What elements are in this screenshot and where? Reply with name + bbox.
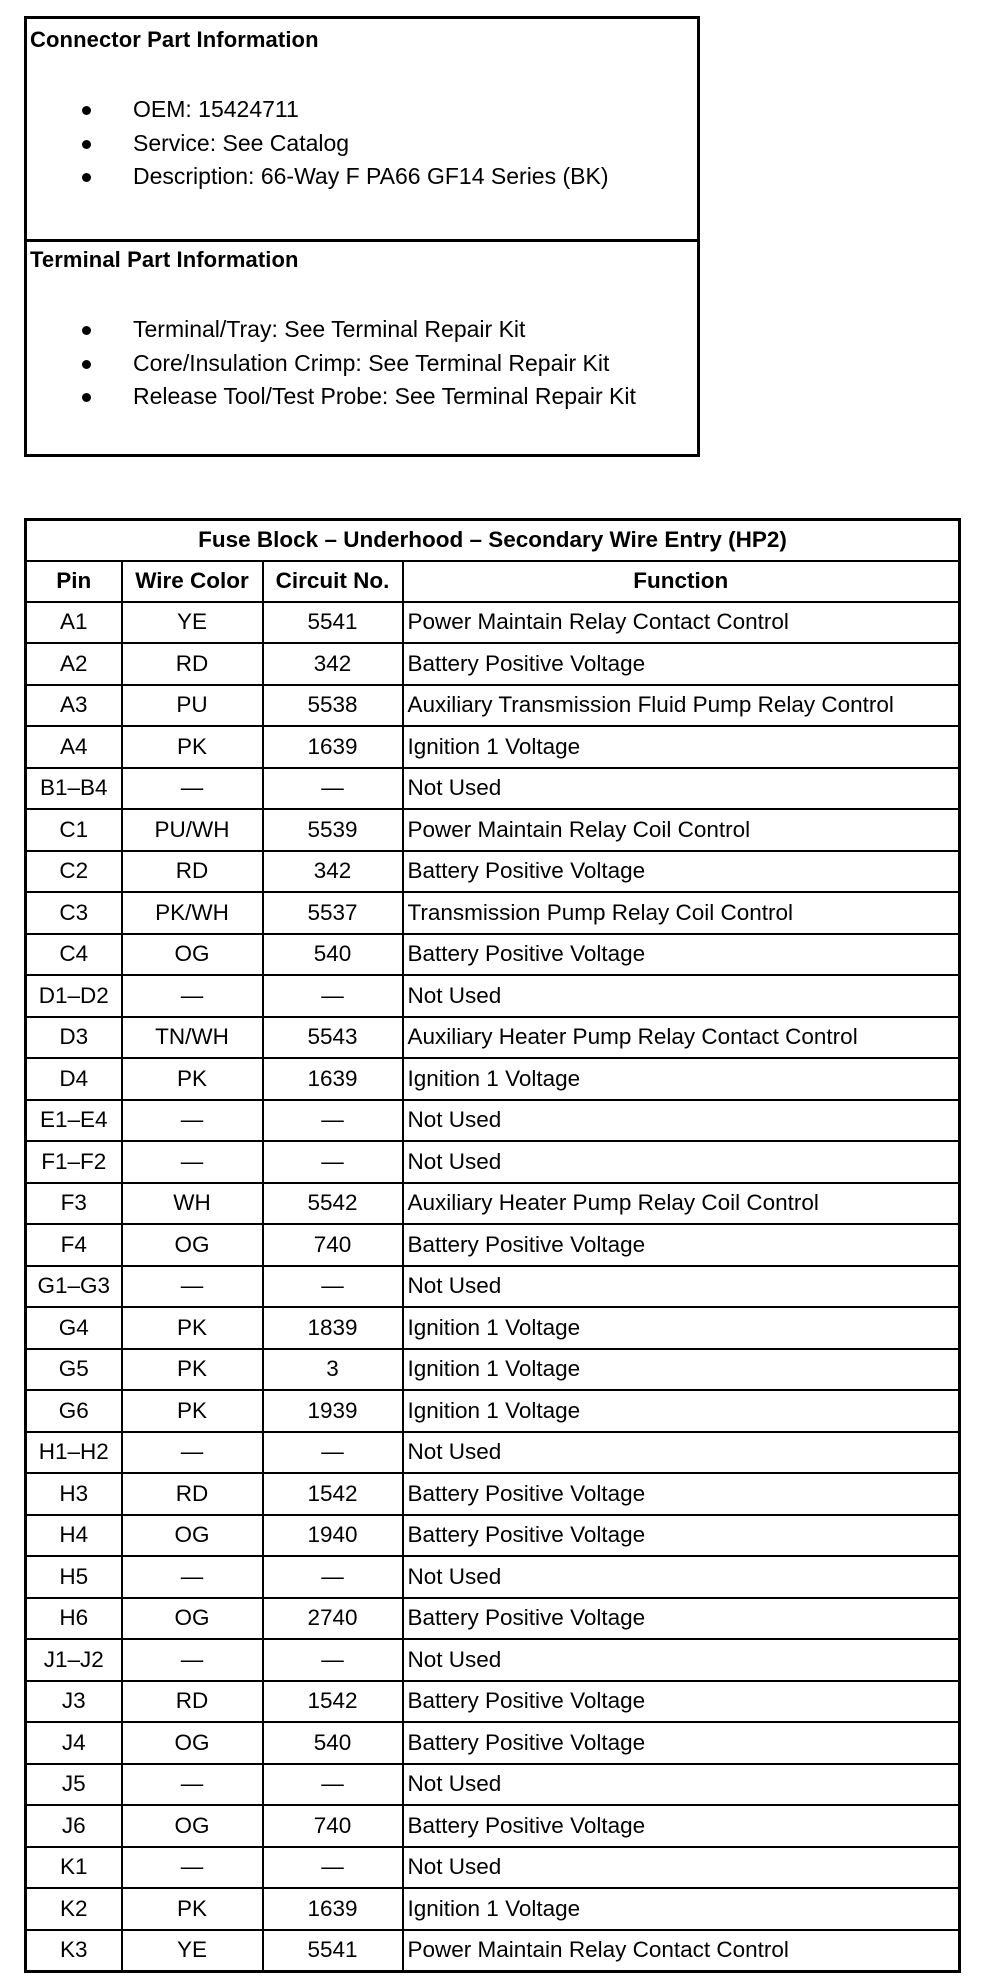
cell-wire-color: PK xyxy=(122,1888,263,1930)
bullet-icon xyxy=(82,360,91,369)
list-item: Service: See Catalog xyxy=(27,127,697,161)
cell-function: Ignition 1 Voltage xyxy=(403,1888,960,1930)
cell-pin: H4 xyxy=(26,1515,122,1557)
cell-function: Not Used xyxy=(403,975,960,1017)
bullet-icon xyxy=(82,106,91,115)
cell-pin: C3 xyxy=(26,892,122,934)
list-item: Terminal/Tray: See Terminal Repair Kit xyxy=(27,313,697,347)
cell-circuit-no: 540 xyxy=(263,934,403,976)
cell-function: Not Used xyxy=(403,768,960,810)
cell-pin: H5 xyxy=(26,1556,122,1598)
cell-pin: F1–F2 xyxy=(26,1141,122,1183)
cell-circuit-no: — xyxy=(263,1639,403,1681)
cell-function: Not Used xyxy=(403,1141,960,1183)
cell-function: Transmission Pump Relay Coil Control xyxy=(403,892,960,934)
table-row xyxy=(26,685,960,727)
cell-function: Battery Positive Voltage xyxy=(403,1515,960,1557)
cell-wire-color: RD xyxy=(122,851,263,893)
cell-wire-color: — xyxy=(122,1432,263,1474)
cell-circuit-no: 1839 xyxy=(263,1307,403,1349)
cell-pin: H6 xyxy=(26,1598,122,1640)
cell-wire-color: RD xyxy=(122,1473,263,1515)
cell-wire-color: OG xyxy=(122,1224,263,1266)
cell-circuit-no: 1940 xyxy=(263,1515,403,1557)
cell-wire-color: PK xyxy=(122,1058,263,1100)
cell-pin: G6 xyxy=(26,1390,122,1432)
table-row xyxy=(26,1888,960,1930)
bullet-icon xyxy=(82,393,91,402)
cell-pin: J6 xyxy=(26,1805,122,1847)
cell-function: Not Used xyxy=(403,1100,960,1142)
cell-wire-color: — xyxy=(122,1764,263,1806)
part-info-box xyxy=(24,16,700,457)
cell-pin: D3 xyxy=(26,1017,122,1059)
cell-pin: E1–E4 xyxy=(26,1100,122,1142)
table-row xyxy=(26,768,960,810)
cell-function: Not Used xyxy=(403,1847,960,1889)
cell-wire-color: PK xyxy=(122,1349,263,1391)
cell-wire-color: — xyxy=(122,975,263,1017)
cell-circuit-no: — xyxy=(263,1432,403,1474)
table-row xyxy=(26,1349,960,1391)
table-body xyxy=(26,602,960,1972)
cell-function: Battery Positive Voltage xyxy=(403,934,960,976)
list-item: Release Tool/Test Probe: See Terminal Repair Kit xyxy=(27,380,697,414)
cell-wire-color: — xyxy=(122,1556,263,1598)
table-row xyxy=(26,1141,960,1183)
cell-function: Not Used xyxy=(403,1639,960,1681)
table-row xyxy=(26,1556,960,1598)
cell-wire-color: — xyxy=(122,1847,263,1889)
cell-circuit-no: — xyxy=(263,1556,403,1598)
cell-pin: G4 xyxy=(26,1307,122,1349)
table-row xyxy=(26,1017,960,1059)
table-row xyxy=(26,975,960,1017)
cell-wire-color: — xyxy=(122,1266,263,1308)
cell-wire-color: OG xyxy=(122,934,263,976)
table-row xyxy=(26,643,960,685)
table-row xyxy=(26,1847,960,1889)
cell-wire-color: — xyxy=(122,768,263,810)
cell-pin: F4 xyxy=(26,1224,122,1266)
cell-pin: K2 xyxy=(26,1888,122,1930)
table-row xyxy=(26,1432,960,1474)
table-row xyxy=(26,892,960,934)
cell-function: Battery Positive Voltage xyxy=(403,1722,960,1764)
cell-function: Not Used xyxy=(403,1556,960,1598)
table-row xyxy=(26,1224,960,1266)
cell-function: Battery Positive Voltage xyxy=(403,1805,960,1847)
cell-function: Ignition 1 Voltage xyxy=(403,1390,960,1432)
cell-wire-color: PU/WH xyxy=(122,809,263,851)
cell-function: Battery Positive Voltage xyxy=(403,1681,960,1723)
table-row xyxy=(26,1183,960,1225)
cell-wire-color: OG xyxy=(122,1805,263,1847)
cell-wire-color: PK xyxy=(122,1307,263,1349)
cell-circuit-no: 1939 xyxy=(263,1390,403,1432)
cell-wire-color: RD xyxy=(122,643,263,685)
cell-pin: G1–G3 xyxy=(26,1266,122,1308)
cell-wire-color: YE xyxy=(122,602,263,644)
cell-wire-color: OG xyxy=(122,1515,263,1557)
cell-circuit-no: 740 xyxy=(263,1224,403,1266)
connector-info-heading: Connector Part Information xyxy=(30,27,319,52)
cell-circuit-no: 1542 xyxy=(263,1681,403,1723)
cell-wire-color: WH xyxy=(122,1183,263,1225)
cell-pin: A1 xyxy=(26,602,122,644)
cell-circuit-no: 1639 xyxy=(263,1058,403,1100)
cell-pin: D1–D2 xyxy=(26,975,122,1017)
cell-wire-color: PK xyxy=(122,1390,263,1432)
cell-pin: A4 xyxy=(26,726,122,768)
terminal-info-heading: Terminal Part Information xyxy=(30,247,299,272)
cell-pin: K3 xyxy=(26,1930,122,1972)
cell-function: Not Used xyxy=(403,1266,960,1308)
cell-circuit-no: 1639 xyxy=(263,726,403,768)
cell-function: Auxiliary Transmission Fluid Pump Relay Control xyxy=(403,685,960,727)
cell-pin: G5 xyxy=(26,1349,122,1391)
cell-circuit-no: 5541 xyxy=(263,602,403,644)
cell-pin: A3 xyxy=(26,685,122,727)
cell-function: Ignition 1 Voltage xyxy=(403,1058,960,1100)
table-row xyxy=(26,1266,960,1308)
pinout-table xyxy=(24,518,961,1973)
cell-circuit-no: 5543 xyxy=(263,1017,403,1059)
bullet-icon xyxy=(82,173,91,182)
table-row xyxy=(26,1639,960,1681)
table-row xyxy=(26,1307,960,1349)
cell-wire-color: TN/WH xyxy=(122,1017,263,1059)
table-row xyxy=(26,1805,960,1847)
cell-pin: H1–H2 xyxy=(26,1432,122,1474)
header-pin: Pin xyxy=(26,561,122,602)
cell-wire-color: — xyxy=(122,1141,263,1183)
cell-pin: J1–J2 xyxy=(26,1639,122,1681)
cell-pin: C4 xyxy=(26,934,122,976)
cell-function: Battery Positive Voltage xyxy=(403,1598,960,1640)
table-row xyxy=(26,1100,960,1142)
cell-function: Ignition 1 Voltage xyxy=(403,1307,960,1349)
cell-circuit-no: 5542 xyxy=(263,1183,403,1225)
table-row xyxy=(26,1515,960,1557)
table-row xyxy=(26,1390,960,1432)
table-row xyxy=(26,1764,960,1806)
cell-function: Power Maintain Relay Coil Control xyxy=(403,809,960,851)
cell-circuit-no: — xyxy=(263,768,403,810)
terminal-info-list xyxy=(27,313,697,414)
table-row xyxy=(26,1598,960,1640)
cell-pin: B1–B4 xyxy=(26,768,122,810)
terminal-part-info xyxy=(27,239,697,454)
table-row xyxy=(26,726,960,768)
table-title-row xyxy=(26,520,960,561)
cell-pin: J4 xyxy=(26,1722,122,1764)
cell-circuit-no: 740 xyxy=(263,1805,403,1847)
table-title: Fuse Block – Underhood – Secondary Wire Entry (HP2) xyxy=(26,520,960,561)
list-item: OEM: 15424711 xyxy=(27,93,697,127)
cell-wire-color: — xyxy=(122,1100,263,1142)
cell-pin: J3 xyxy=(26,1681,122,1723)
cell-wire-color: PK xyxy=(122,726,263,768)
table-row xyxy=(26,934,960,976)
cell-function: Not Used xyxy=(403,1764,960,1806)
header-wire-color: Wire Color xyxy=(122,561,263,602)
cell-function: Power Maintain Relay Contact Control xyxy=(403,1930,960,1972)
table-row xyxy=(26,602,960,644)
cell-pin: F3 xyxy=(26,1183,122,1225)
cell-function: Ignition 1 Voltage xyxy=(403,726,960,768)
cell-circuit-no: — xyxy=(263,1847,403,1889)
cell-circuit-no: 5541 xyxy=(263,1930,403,1972)
list-item: Description: 66-Way F PA66 GF14 Series (BK) xyxy=(27,160,697,194)
table-header-row xyxy=(26,561,960,602)
cell-circuit-no: — xyxy=(263,1100,403,1142)
cell-circuit-no: 5539 xyxy=(263,809,403,851)
cell-wire-color: OG xyxy=(122,1598,263,1640)
connector-part-info xyxy=(27,19,697,242)
table-row xyxy=(26,809,960,851)
cell-wire-color: OG xyxy=(122,1722,263,1764)
cell-function: Not Used xyxy=(403,1432,960,1474)
cell-circuit-no: — xyxy=(263,1764,403,1806)
table-row xyxy=(26,1058,960,1100)
cell-circuit-no: 540 xyxy=(263,1722,403,1764)
cell-pin: A2 xyxy=(26,643,122,685)
cell-circuit-no: 5538 xyxy=(263,685,403,727)
table-row xyxy=(26,1473,960,1515)
header-function: Function xyxy=(403,561,960,602)
cell-function: Battery Positive Voltage xyxy=(403,1473,960,1515)
cell-pin: K1 xyxy=(26,1847,122,1889)
cell-function: Auxiliary Heater Pump Relay Coil Control xyxy=(403,1183,960,1225)
cell-function: Battery Positive Voltage xyxy=(403,851,960,893)
cell-pin: H3 xyxy=(26,1473,122,1515)
table-row xyxy=(26,1681,960,1723)
connector-info-list xyxy=(27,93,697,194)
cell-wire-color: PK/WH xyxy=(122,892,263,934)
table-row xyxy=(26,1930,960,1972)
cell-circuit-no: 342 xyxy=(263,851,403,893)
bullet-icon xyxy=(82,326,91,335)
cell-wire-color: — xyxy=(122,1639,263,1681)
bullet-icon xyxy=(82,140,91,149)
list-item: Core/Insulation Crimp: See Terminal Repair Kit xyxy=(27,347,697,381)
cell-function: Battery Positive Voltage xyxy=(403,1224,960,1266)
cell-circuit-no: — xyxy=(263,1141,403,1183)
cell-function: Auxiliary Heater Pump Relay Contact Control xyxy=(403,1017,960,1059)
table-row xyxy=(26,1722,960,1764)
cell-pin: C1 xyxy=(26,809,122,851)
cell-wire-color: RD xyxy=(122,1681,263,1723)
cell-circuit-no: 1639 xyxy=(263,1888,403,1930)
cell-circuit-no: 3 xyxy=(263,1349,403,1391)
cell-wire-color: YE xyxy=(122,1930,263,1972)
cell-function: Battery Positive Voltage xyxy=(403,643,960,685)
cell-wire-color: PU xyxy=(122,685,263,727)
cell-circuit-no: — xyxy=(263,975,403,1017)
cell-circuit-no: 2740 xyxy=(263,1598,403,1640)
cell-pin: D4 xyxy=(26,1058,122,1100)
cell-pin: C2 xyxy=(26,851,122,893)
cell-circuit-no: 342 xyxy=(263,643,403,685)
table-row xyxy=(26,851,960,893)
header-circuit-no: Circuit No. xyxy=(263,561,403,602)
cell-function: Ignition 1 Voltage xyxy=(403,1349,960,1391)
cell-circuit-no: 5537 xyxy=(263,892,403,934)
cell-pin: J5 xyxy=(26,1764,122,1806)
cell-circuit-no: — xyxy=(263,1266,403,1308)
cell-circuit-no: 1542 xyxy=(263,1473,403,1515)
cell-function: Power Maintain Relay Contact Control xyxy=(403,602,960,644)
